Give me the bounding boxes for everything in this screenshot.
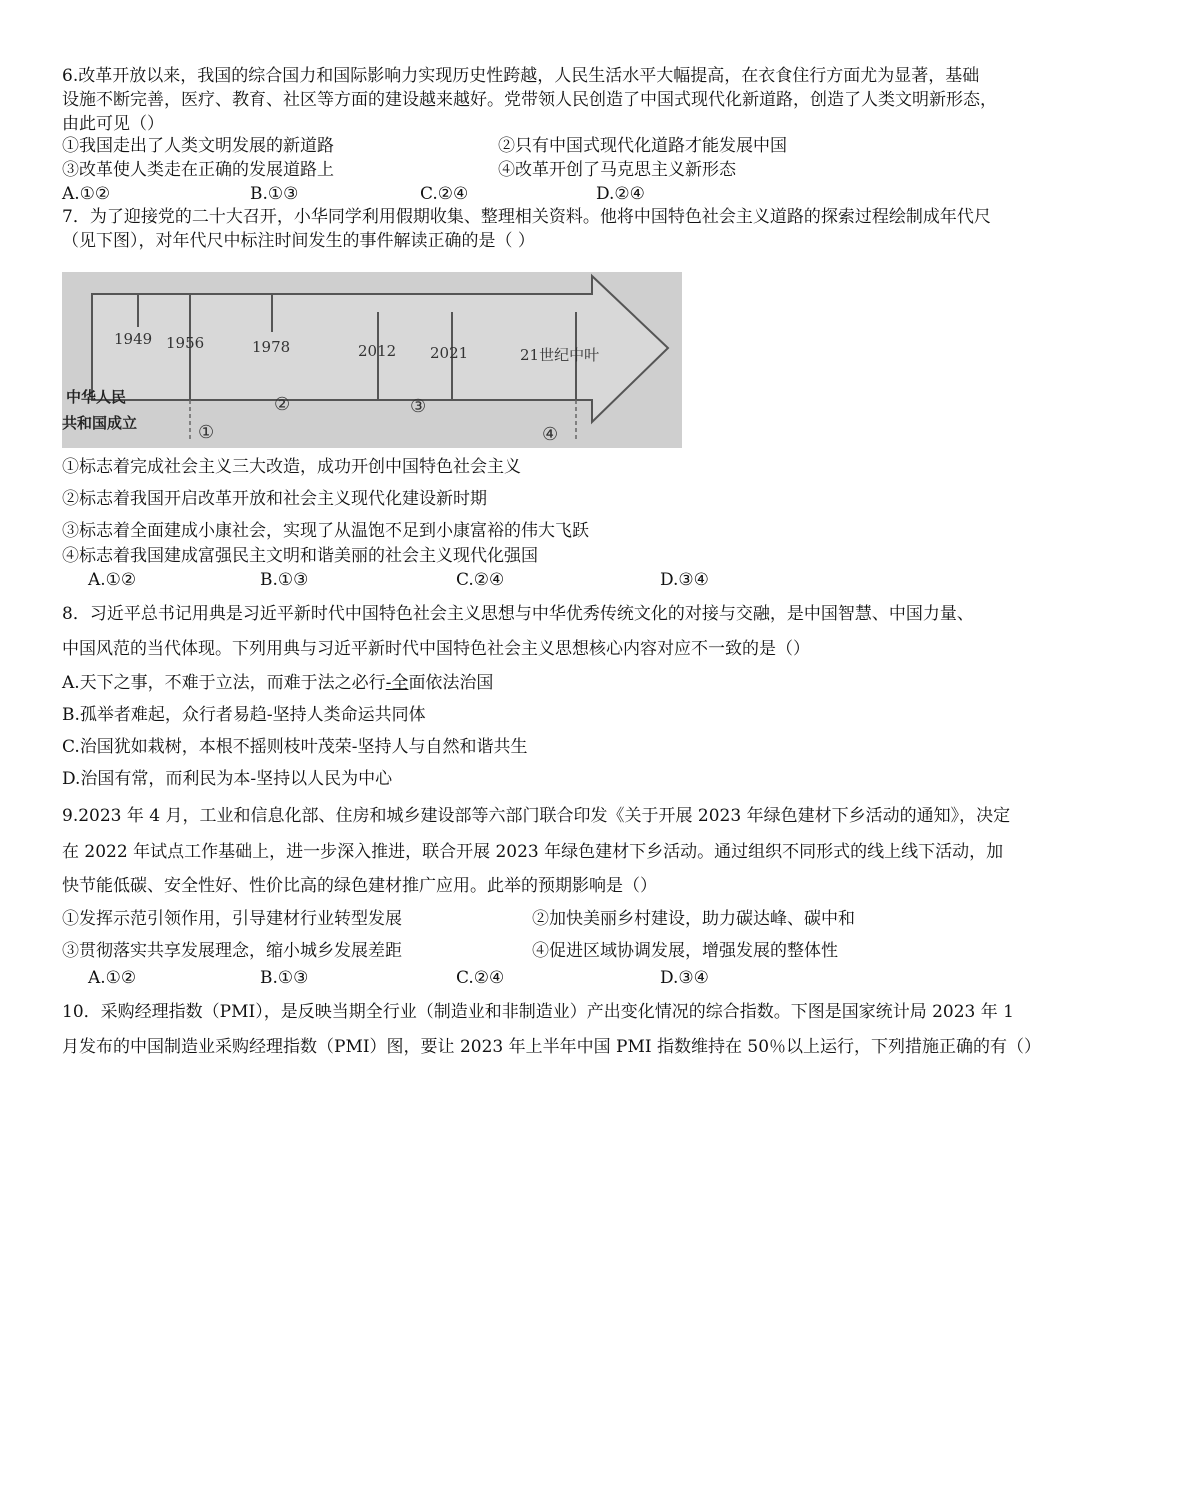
q6-option-c: C.②④ — [420, 184, 469, 204]
q9-statement-3: ③贯彻落实共享发展理念，缩小城乡发展差距 — [62, 941, 402, 961]
prc-label-line-1: 中华人民 — [66, 388, 127, 406]
year-2021-label: 2021 — [430, 344, 469, 362]
q6-option-a: A.①② — [62, 184, 111, 204]
q6-statement-1: ①我国走出了人类文明发展的新道路 — [62, 136, 334, 156]
timeline-figure — [62, 272, 682, 448]
marker-1: ① — [198, 422, 215, 443]
q7-option-a: A.①② — [88, 570, 137, 590]
q6-statement-3: ③改革使人类走在正确的发展道路上 — [62, 160, 334, 180]
q8-option-a-pre: A.天下之事，不难于立法，而难于法之必行 — [62, 673, 386, 693]
marker-3: ③ — [410, 396, 427, 417]
year-1949-label: 1949 — [114, 330, 153, 348]
marker-4: ④ — [542, 424, 559, 445]
q9-statement-4: ④促进区域协调发展，增强发展的整体性 — [532, 941, 838, 961]
q10-stem-line-2: 月发布的中国制造业采购经理指数（PMI）图，要让 2023 年上半年中国 PMI 指数维持在 50％以上运行，下列措施正确的有（） — [62, 1037, 1042, 1057]
q9-option-a: A.①② — [88, 968, 137, 988]
q7-statement-1: ①标志着完成社会主义三大改造，成功开创中国特色社会主义 — [62, 457, 521, 477]
q6-statement-4: ④改革开创了马克思主义新形态 — [498, 160, 736, 180]
q8-option-d: D.治国有常，而利民为本-坚持以人民为中心 — [62, 769, 393, 789]
year-1956-label: 1956 — [166, 334, 205, 352]
q8-stem-line-1: 8．习近平总书记用典是习近平新时代中国特色社会主义思想与中华优秀传统文化的对接与交融，是中国智慧、中国力量、 — [62, 604, 974, 624]
q7-option-c: C.②④ — [456, 570, 505, 590]
q6-stem-line-1: 6.改革开放以来，我国的综合国力和国际影响力实现历史性跨越，人民生活水平大幅提高，在衣食住行方面尤为显著，基础 — [62, 66, 980, 86]
q7-stem-line-2: （见下图），对年代尺中标注时间发生的事件解读正确的是（ ） — [62, 231, 535, 251]
q7-option-b: B.①③ — [260, 570, 309, 590]
prc-label-line-2: 共和国成立 — [62, 414, 138, 432]
year-2012-label: 2012 — [358, 342, 397, 360]
marker-2: ② — [274, 394, 291, 415]
q6-statement-2: ②只有中国式现代化道路才能发展中国 — [498, 136, 787, 156]
q8-option-c: C.治国犹如栽树，本根不摇则枝叶茂荣-坚持人与自然和谐共生 — [62, 737, 528, 757]
year-mid-century-label: 21世纪中叶 — [520, 346, 600, 364]
q8-option-a — [62, 671, 493, 695]
q7-stem-line-1: 7．为了迎接党的二十大召开，小华同学利用假期收集、整理相关资料。他将中国特色社会主义道路的探索过程绘制成年代尺 — [62, 207, 991, 227]
q8-stem-line-2: 中国风范的当代体现。下列用典与习近平新时代中国特色社会主义思想核心内容对应不一致的是（） — [62, 639, 810, 659]
q6-stem-line-3: 由此可见（） — [62, 114, 164, 134]
q9-option-b: B.①③ — [260, 968, 309, 988]
q9-statement-2: ②加快美丽乡村建设，助力碳达峰、碳中和 — [532, 909, 855, 929]
q8-option-a-post: 面依法治国 — [408, 673, 494, 693]
q9-statement-1: ①发挥示范引领作用，引导建材行业转型发展 — [62, 909, 402, 929]
q6-option-b: B.①③ — [250, 184, 299, 204]
q7-statement-4: ④标志着我国建成富强民主文明和谐美丽的社会主义现代化强国 — [62, 546, 538, 566]
q7-statement-3: ③标志着全面建成小康社会，实现了从温饱不足到小康富裕的伟大飞跃 — [62, 521, 589, 541]
year-1978-label: 1978 — [252, 338, 291, 356]
q9-stem-line-1: 9.2023 年 4 月，工业和信息化部、住房和城乡建设部等六部门联合印发《关于开展 2023 年绿色建材下乡活动的通知》，决定 — [62, 806, 1011, 826]
q10-stem-line-1: 10．采购经理指数（PMI），是反映当期全行业（制造业和非制造业）产出变化情况的综合指数。下图是国家统计局 2023 年 1 — [62, 1002, 1014, 1022]
q8-option-a-underlined: -全 — [385, 673, 409, 693]
q9-stem-line-3: 快节能低碳、安全性好、性价比高的绿色建材推广应用。此举的预期影响是（） — [62, 876, 657, 896]
q8-option-b: B.孤举者难起，众行者易趋-坚持人类命运共同体 — [62, 705, 426, 725]
q9-stem-line-2: 在 2022 年试点工作基础上，进一步深入推进，联合开展 2023 年绿色建材下乡活动。通过组织不同形式的线上线下活动，加 — [62, 842, 1004, 862]
q9-option-c: C.②④ — [456, 968, 505, 988]
q6-stem-line-2: 设施不断完善，医疗、教育、社区等方面的建设越来越好。党带领人民创造了中国式现代化新道路，创造了人类文明新形态， — [62, 90, 997, 110]
q6-option-d: D.②④ — [596, 184, 645, 204]
q7-option-d: D.③④ — [660, 570, 709, 590]
q9-option-d: D.③④ — [660, 968, 709, 988]
q7-statement-2: ②标志着我国开启改革开放和社会主义现代化建设新时期 — [62, 489, 487, 509]
